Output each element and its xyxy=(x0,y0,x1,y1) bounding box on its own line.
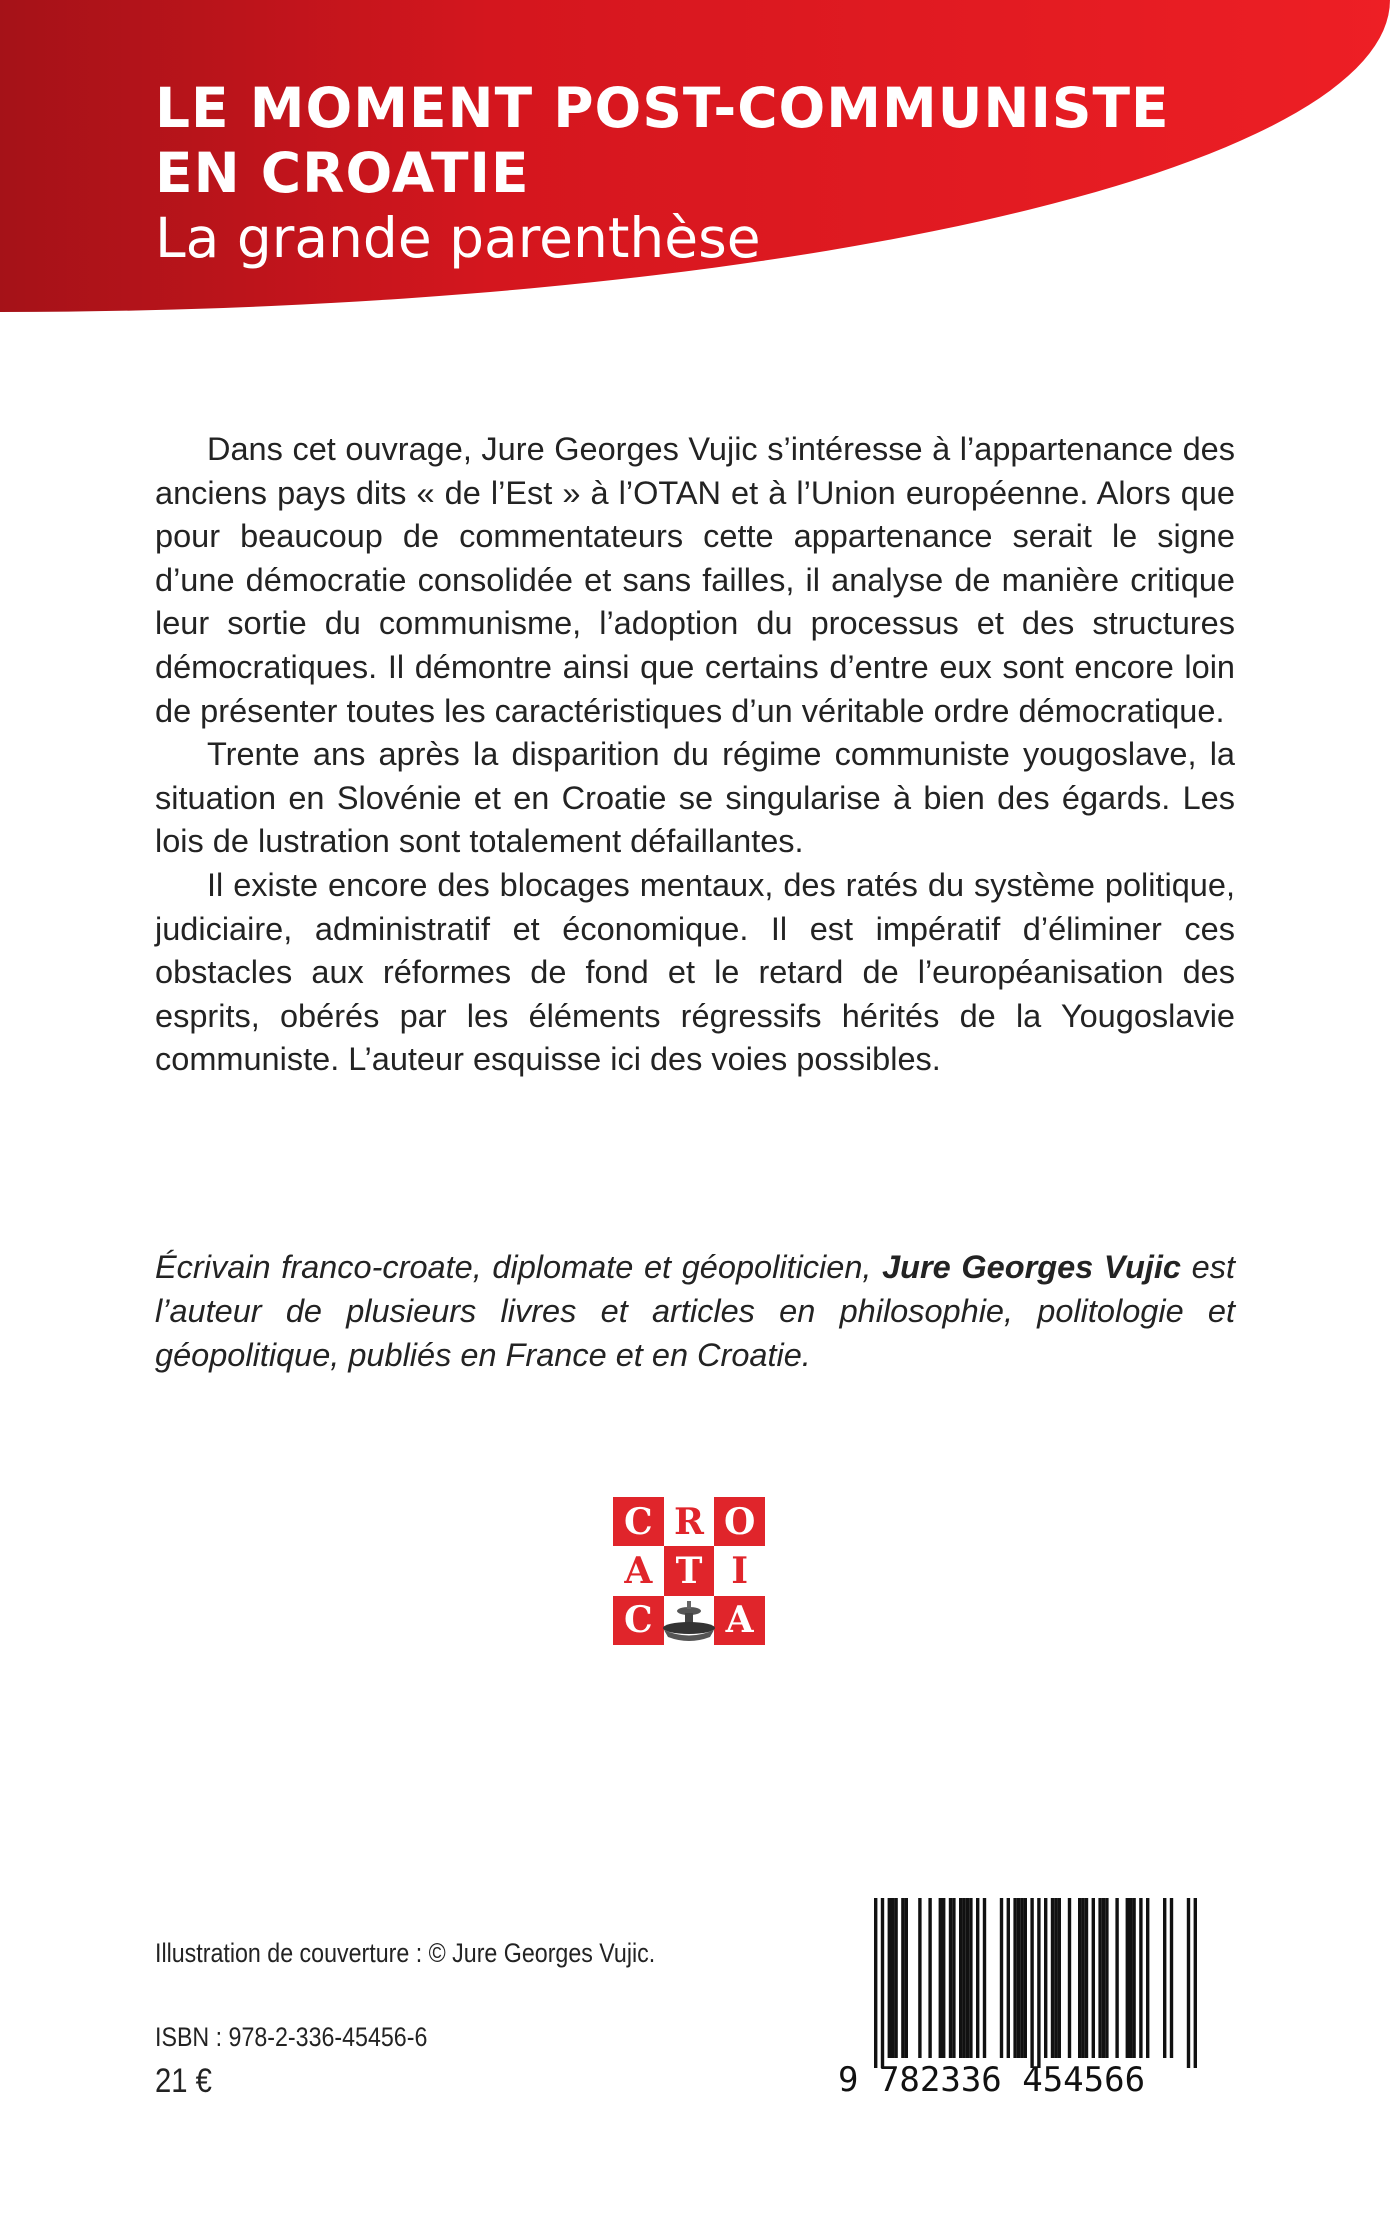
logo-cell-3: O xyxy=(714,1497,765,1546)
barcode-bar xyxy=(942,1898,945,2058)
barcode-bar xyxy=(928,1898,931,2058)
barcode-bar xyxy=(976,1898,979,2058)
isbn-text: ISBN : 978-2-336-45456-6 xyxy=(155,2022,428,2052)
barcode-bar xyxy=(952,1898,955,2058)
barcode-bar xyxy=(969,1898,972,2058)
price: 21 € xyxy=(155,2062,212,2100)
barcode-bar xyxy=(1194,1898,1197,2068)
barcode-bar xyxy=(1044,1898,1047,2058)
author-name: Jure Georges Vujic xyxy=(882,1249,1181,1285)
barcode-bar xyxy=(1024,1898,1027,2058)
barcode-bar xyxy=(1030,1898,1033,2068)
barcode-bar xyxy=(939,1898,942,2058)
barcode-bar xyxy=(1092,1898,1095,2058)
barcode-bar xyxy=(1085,1898,1088,2058)
barcode-bar xyxy=(1054,1898,1057,2058)
barcode-bar xyxy=(1000,1898,1003,2058)
author-bio-intro: Écrivain franco-croate, diplomate et géopoliticien, xyxy=(155,1249,883,1285)
barcode-bar xyxy=(1187,1898,1190,2068)
barcode-bar xyxy=(1013,1898,1016,2058)
logo-cell-2: R xyxy=(664,1497,715,1546)
barcode-bar xyxy=(1098,1898,1101,2058)
barcode-bar xyxy=(1081,1898,1084,2058)
barcode-bar xyxy=(1078,1898,1081,2058)
barcode-bar xyxy=(966,1898,969,2058)
barcode-bar xyxy=(1139,1898,1142,2058)
fountain-icon xyxy=(650,1595,728,1645)
book-title-line-2: EN CROATIE xyxy=(155,141,530,205)
barcode xyxy=(838,1898,1248,2114)
barcode-bar xyxy=(962,1898,965,2058)
barcode-bar xyxy=(1068,1898,1071,2058)
barcode-bar xyxy=(1129,1898,1132,2058)
logo-cell-9: A xyxy=(714,1596,765,1645)
description-paragraph-2: Trente ans après la disparition du régime communiste yougoslave, la situation en Slovénie et en Croatie se singularise à bien des égards. Les lois de lustration sont totalement défaillantes. xyxy=(155,736,1235,860)
illustration-credit: Illustration de couverture : © Jure Georges Vujic. xyxy=(155,1938,656,1968)
logo-cell-1: C xyxy=(613,1497,664,1546)
barcode-bar xyxy=(1132,1898,1135,2058)
barcode-bar xyxy=(888,1898,891,2058)
barcode-bar xyxy=(949,1898,952,2058)
barcode-bar xyxy=(1051,1898,1054,2058)
barcode-bar xyxy=(1020,1898,1023,2058)
barcode-bar xyxy=(894,1898,897,2058)
book-subtitle: La grande parenthèse xyxy=(155,206,761,270)
logo-cell-4: A xyxy=(613,1546,664,1595)
book-title-line-1: LE MOMENT POST-COMMUNISTE xyxy=(155,76,1170,140)
barcode-digits: 9 782336 454566 xyxy=(838,2060,1146,2100)
barcode-bar xyxy=(1126,1898,1129,2058)
book-description xyxy=(155,428,1235,1082)
barcode-bar xyxy=(905,1898,908,2058)
description-paragraph-3: Il existe encore des blocages mentaux, des ratés du système politique, judiciaire, administratif et économique. Il est impératif d’éliminer ces obstacles aux réformes de fond et le retard de l’européanisation des esprits, obérés par les éléments régressifs hérités de la Yougoslavie communiste. L’auteur esquisse ici des voies possibles. xyxy=(155,866,1235,1078)
barcode-bar xyxy=(1007,1898,1010,2058)
logo-cell-7: C xyxy=(613,1596,664,1645)
author-bio xyxy=(155,1245,1235,1377)
logo-cell-5: T xyxy=(664,1546,715,1595)
barcode-bar xyxy=(891,1898,894,2058)
barcode-bar xyxy=(1170,1898,1173,2058)
barcode-bar xyxy=(901,1898,904,2058)
logo-cell-6: I xyxy=(714,1546,765,1595)
barcode-bar xyxy=(959,1898,962,2058)
barcode-bar xyxy=(1102,1898,1105,2058)
barcode-bar xyxy=(881,1898,884,2068)
barcode-bar xyxy=(1163,1898,1166,2058)
description-paragraph-1: Dans cet ouvrage, Jure Georges Vujic s’intéresse à l’appartenance des anciens pays dits « de l’Est » à l’OTAN et à l’Union européenne. Alors que pour beaucoup de commentateurs cette appartenance serait le signe d’une démocratie consolidée et sans failles, il analyse de manière critique leur sortie du communisme, l’adoption du processus et des structures démocratiques. Il démontre ainsi que certains d’entre eux sont encore loin de présenter toutes les caractéristiques d’un véritable ordre démocratique. xyxy=(155,431,1235,729)
barcode-bar xyxy=(1037,1898,1040,2068)
barcode-bar xyxy=(918,1898,921,2058)
barcode-bar xyxy=(983,1898,986,2058)
barcode-bar xyxy=(1115,1898,1118,2058)
barcode-bar xyxy=(1146,1898,1149,2058)
author-bio-rest: est l’auteur de plusieurs livres et articles en philosophie, politologie et géopolitique, publiés en France et en Croatie. xyxy=(155,1249,1235,1373)
barcode-bar xyxy=(1017,1898,1020,2058)
barcode-bar xyxy=(874,1898,877,2068)
barcode-bar xyxy=(1058,1898,1061,2058)
barcode-bar xyxy=(1105,1898,1108,2058)
